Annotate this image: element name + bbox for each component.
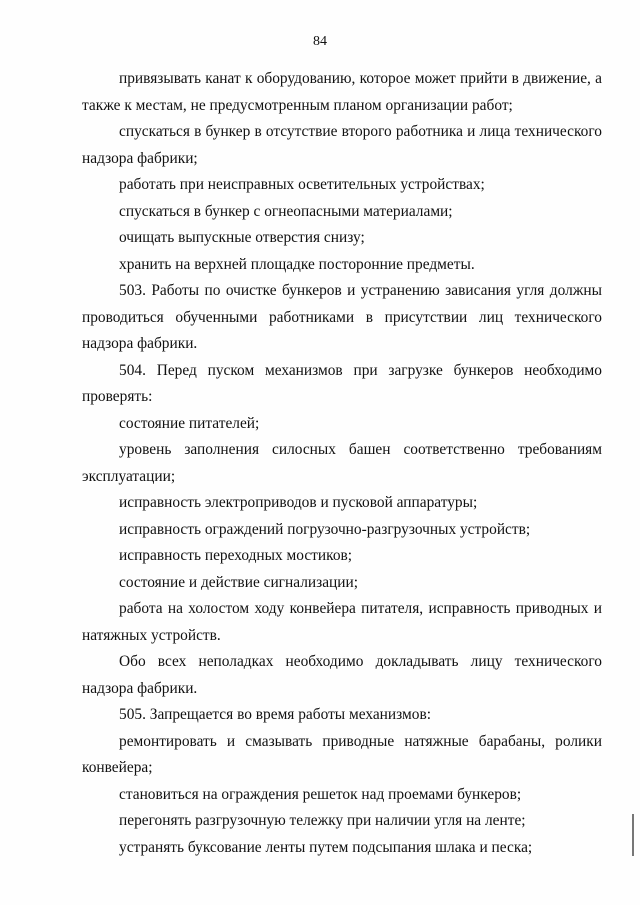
paragraph: работать при неисправных осветительных устройствах; — [119, 176, 485, 193]
paragraph: 504. Перед пуском механизмов при загрузке бункеров необходимо проверять: — [82, 361, 602, 405]
paragraph: очищать выпускные отверстия снизу; — [119, 229, 365, 246]
paragraph: 503. Работы по очистке бункеров и устранению зависания угля должны проводиться обученными работниками в присутствии лиц технического надзора фабрики. — [82, 282, 602, 352]
paragraph: работа на холостом ходу конвейера питателя, исправность приводных и натяжных устройств. — [82, 600, 602, 644]
paragraph: привязывать канат к оборудованию, которое может прийти в движение, а также к местам, не предусмотренным планом организации работ; — [82, 70, 602, 114]
page-number: 84 — [313, 34, 327, 49]
paragraph: Обо всех неполадках необходимо докладывать лицу технического надзора фабрики. — [82, 653, 602, 697]
paragraph: перегонять разгрузочную тележку при наличии угля на ленте; — [119, 812, 526, 829]
paragraph: ремонтировать и смазывать приводные натяжные барабаны, ролики конвейера; — [82, 732, 602, 776]
paragraph: исправность переходных мостиков; — [119, 547, 353, 564]
paragraph: уровень заполнения силосных башен соответственно требованиям эксплуатации; — [82, 441, 602, 485]
paragraph: устранять буксование ленты путем подсыпания шлака и песка; — [119, 838, 533, 856]
paragraph: состояние и действие сигнализации; — [119, 573, 359, 591]
scan-edge-mark — [632, 814, 634, 856]
paragraph: состояние питателей; — [119, 414, 260, 432]
paragraph: становиться на ограждения решеток над проемами бункеров; — [119, 785, 522, 803]
paragraph: 505. Запрещается во время работы механизмов: — [119, 706, 431, 723]
paragraph: спускаться в бункер с огнеопасными материалами; — [119, 202, 453, 220]
document-body — [82, 66, 602, 861]
paragraph: исправность электроприводов и пусковой аппаратуры; — [119, 494, 478, 511]
paragraph: спускаться в бункер в отсутствие второго работника и лица технического надзора фабрики; — [82, 123, 602, 167]
paragraph: хранить на верхней площадке посторонние предметы. — [119, 255, 475, 273]
paragraph: исправность ограждений погрузочно-разгрузочных устройств; — [119, 520, 531, 538]
